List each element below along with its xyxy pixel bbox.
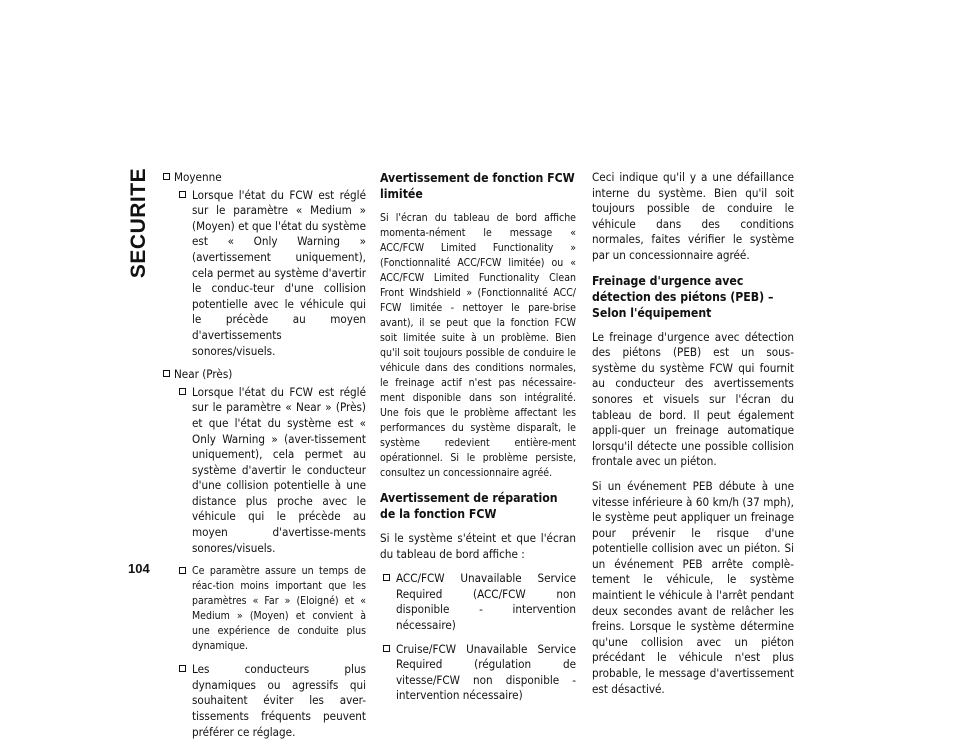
list-item-text: Cruise/FCW Unavailable Service Required (régulation de vitesse/FCW non disponible - intervention nécessaire): [396, 641, 576, 703]
list-item-text: Lorsque l'état du FCW est réglé sur le paramètre « Near » (Près) et que l'état du système est « Only Warning » (aver-tissement uniquement), cela permet au système d'avertir le conducteur d'une collision potentielle à une distance plus proche avec le véhicule qui le précède au moyen d'avertisse-ments sonores/visuels.: [192, 384, 366, 555]
checkbox-bullet-icon: [163, 370, 170, 377]
list-item-near-drivers: [176, 662, 366, 740]
column-3: [592, 170, 794, 706]
checkbox-bullet-icon: [179, 388, 186, 395]
checkbox-bullet-icon: [163, 173, 170, 180]
list-item-text: ACC/FCW Unavailable Service Required (ACC/FCW non disponible - intervention nécessaire): [396, 571, 576, 632]
list-item-cruise-unavailable: [380, 642, 576, 704]
list-item-text: Les conducteurs plus dynamiques ou agressifs qui souhaitent éviter les aver-tissements fréquents peuvent préférer ce réglage.: [192, 662, 366, 739]
list-item-label: Near (Près): [174, 367, 233, 382]
list-item-text: Lorsque l'état du FCW est réglé sur le paramètre « Medium » (Moyen) et que l'état du système est « Only Warning » (avertissement uniquement), cela permet au système d'avertir le conduc-teur d'une collision potentielle avec le véhicule qui le précède au moyen d'avertissements sonores/visuels.: [192, 187, 366, 358]
paragraph-fcw-limited: Si l'écran du tableau de bord affiche momenta-nément le message « ACC/FCW Limited Functionality » (Fonctionnalité ACC/FCW limitée) ou « ACC/FCW Limited Functionality Clean Front Windshield » (Fonctionnalité ACC/ FCW limitée - nettoyer le pare-brise avant), il se peut que la fonction FCW soit limitée suite à un problème. Bien qu'il soit toujours possible de conduire le véhicule dans des conditions normales, le freinage actif n'est pas nécessaire-ment disponible dans son intégralité. Une fois que le problème affectant les performances du système disparaît, le système redevient entière-ment opérationnel. Si le problème persiste, consultez un concessionnaire agréé.: [380, 212, 576, 479]
list-item-near-detail: [176, 385, 366, 557]
heading-peb: Freinage d'urgence avec détection des piétons (PEB) – Selon l'équipement: [592, 273, 774, 320]
paragraph-internal-failure: Ceci indique qu'il y a une défaillance interne du système. Bien qu'il soit toujours possible de conduire le véhicule dans des conditions normales, faites vérifier le système par un concessionnaire agréé.: [592, 170, 794, 262]
paragraph-peb-2: Si un événement PEB débute à une vitesse inférieure à 60 km/h (37 mph), le système peut appliquer un freinage pour prévenir le risque d'une potentielle collision avec un piéton. Si un événement PEB arrête complè-tement le véhicule, le système maintient le véhicule à l'arrêt pendant deux secondes avant de relâcher les freins. Lorsque le système détermine qu'une collision avec un piéton précédant le véhicule n'est plus probable, le message d'avertissement est désactivé.: [592, 478, 794, 696]
checkbox-bullet-icon: [179, 665, 186, 672]
section-title-text: SECURITE: [127, 167, 150, 279]
list-item-text: Ce paramètre assure un temps de réac-tion moins important que les paramètres « Far » (Eloigné) et « Medium » (Moyen) et convient à une expérience de conduite plus dynamique.: [192, 565, 366, 653]
list-item-moyenne: [160, 170, 366, 186]
column-1: [160, 170, 366, 748]
checkbox-bullet-icon: [383, 645, 390, 652]
paragraph-fcw-repair: Si le système s'éteint et que l'écran du tableau de bord affiche :: [380, 531, 576, 561]
list-item-near: [160, 367, 366, 383]
checkbox-bullet-icon: [179, 567, 186, 574]
heading-fcw-limited: Avertissement de fonction FCW limitée: [380, 171, 575, 201]
checkbox-bullet-icon: [383, 574, 390, 581]
paragraph-peb-1: Le freinage d'urgence avec détection des piétons (PEB) est un sous-système du système FCW qui fournit au conducteur des avertissements sonores et visuels sur l'écran du tableau de bord. Il peut également appli-quer un freinage automatique lorsqu'il détecte une possible collision frontale avec un piéton.: [592, 329, 794, 469]
checkbox-bullet-icon: [179, 191, 186, 198]
list-item-near-note: [176, 564, 366, 654]
list-item-acc-unavailable: [380, 571, 576, 633]
page-number: 104: [128, 561, 150, 576]
list-item-label: Moyenne: [174, 170, 222, 184]
list-item-moyenne-detail: [176, 188, 366, 360]
heading-fcw-repair: Avertissement de réparation de la fonction FCW: [380, 491, 558, 521]
column-2: [380, 170, 576, 712]
section-title: [124, 168, 154, 278]
